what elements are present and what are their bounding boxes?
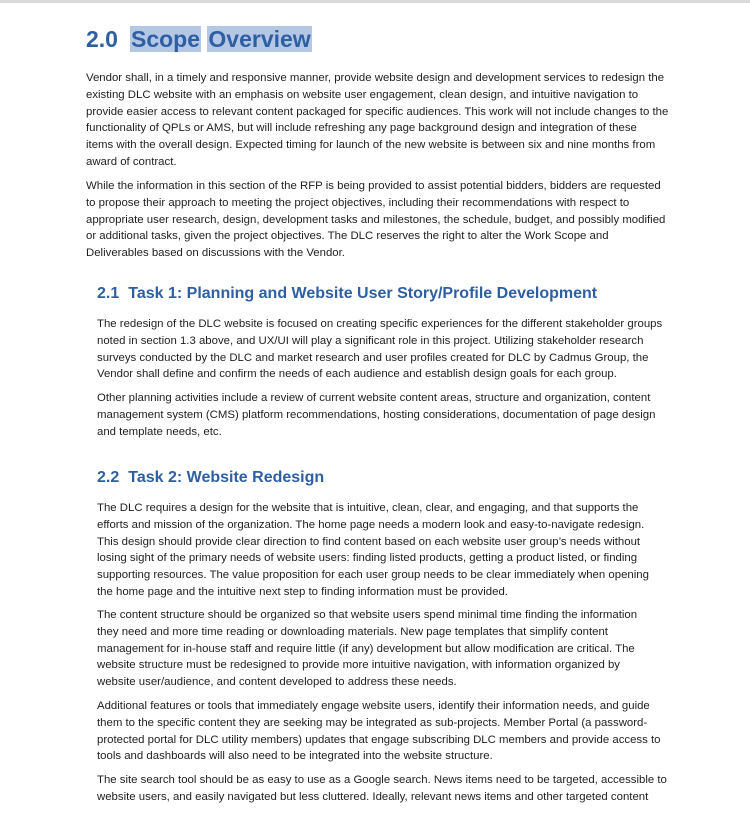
task1-title: Task 1: Planning and Website User Story/Profile Development	[128, 285, 598, 302]
text-line: website users, and easily navigated but less cluttered. Ideally, relevant news items and other targeted content	[97, 790, 649, 803]
task2-heading	[97, 467, 324, 489]
text-line: surveys conducted by the DLC and market research and user profiles created for DLC by Cadmus Group, the	[97, 351, 649, 364]
section-heading	[86, 24, 312, 54]
section-number: 2.0	[86, 26, 118, 52]
text-line: they need and more time reading or downloading materials. New page templates that simplify content	[97, 625, 608, 638]
text-line: appropriate user research, design, development tasks and milestones, the schedule, budget, and possibly modified	[86, 213, 666, 226]
text-line: and template needs, etc.	[97, 425, 222, 438]
text-line: management system (CMS) platform recommendations, hosting considerations, documentation of page design	[97, 408, 656, 421]
paragraph-task1-2	[97, 390, 667, 440]
paragraph-task2-4	[97, 772, 667, 806]
text-line: or additional tasks, given the project objectives. The DLC reserves the right to alter the Work Scope and	[86, 230, 609, 243]
paragraph-task2-2	[97, 607, 667, 691]
text-line: award of contract.	[86, 155, 177, 168]
paragraph-scope-1	[86, 70, 676, 171]
paragraph-task2-1	[97, 500, 667, 601]
text-line: Deliverables based on discussions with the Vendor.	[86, 247, 345, 260]
text-line: noted in section 1.3 above, and UX/UI will play a significant role in this project. Utilizing stakeholder research	[97, 334, 644, 347]
text-line: Vendor shall, in a timely and responsive manner, provide website design and development services to redesign the	[86, 72, 665, 84]
text-line: Additional features or tools that immediately engage website users, identify their information needs, and guide	[97, 700, 650, 712]
text-line: Vendor shall define and confirm the needs of each audience and establish design goals for each group.	[97, 368, 617, 381]
text-line: website user/audience, and content developed to address these needs.	[97, 676, 457, 689]
text-line: website structure must be redesigned to provide more intuitive navigation, with information organized by	[97, 659, 620, 672]
text-line: existing DLC website with an emphasis on website user engagement, clean design, and intuitive navigation to	[86, 88, 639, 101]
text-line: Other planning activities include a review of current website content areas, structure and organization, content	[97, 392, 651, 404]
text-line: tools and dashboards will also need to be integrated into the website structure.	[97, 750, 493, 763]
text-line: This design should provide clear direction to find content based on each website user group’s needs without	[97, 535, 641, 548]
text-line: losing sight of the primary needs of website users: finding listed products, getting a product listed, or finding	[97, 552, 638, 565]
text-line: supporting resources. The value proposition for each user group needs to be clear immediately when opening	[97, 569, 649, 582]
task1-heading	[97, 283, 597, 305]
text-line: provide easier access to relevant content packaged for specific audiences. This work will not include changes to the	[86, 105, 669, 118]
text-line: efforts and mission of the organization. The home page needs a modern look and easy-to-navigate redesign.	[97, 518, 645, 531]
text-line: to propose their approach to meeting the project objectives, including their recommendations with respect to	[86, 196, 630, 209]
text-line: items with the overall design. Expected timing for launch of the new website is between six and nine months from	[86, 139, 656, 152]
paragraph-task2-3	[97, 698, 667, 765]
text-line: The content structure should be organized so that website users spend minimal time finding the information	[97, 609, 638, 621]
text-line: protected portal for DLC utility members) updates that engage subscribing DLC members and provide access to	[97, 733, 661, 746]
task2-number: 2.2	[97, 469, 120, 486]
text-line: management for in-house staff and require little (if any) development but allow modification are critical. The	[97, 642, 635, 655]
paragraph-scope-2	[86, 178, 676, 262]
task1-number: 2.1	[97, 285, 120, 302]
text-line: While the information in this section of the RFP is being provided to assist potential bidders, bidders are requested	[86, 180, 661, 192]
text-line: functionality of QPLs or AMS, but will include refreshing any page background design and integration of these	[86, 122, 637, 135]
section-title-word-2[interactable]: Overview	[208, 26, 311, 52]
task2-title: Task 2: Website Redesign	[128, 469, 325, 486]
text-line: them to the specific content they are seeking may be integrated as sub-projects. Member Portal (a password-	[97, 716, 648, 729]
section-title-word-1[interactable]: Scope	[130, 26, 201, 52]
text-line: The redesign of the DLC website is focused on creating specific experiences for the different stakeholder groups	[97, 318, 663, 330]
text-line: The DLC requires a design for the website that is intuitive, clean, clear, and engaging, and that supports the	[97, 502, 639, 514]
paragraph-task1-1	[97, 316, 667, 383]
text-line: the home page and the intuitive next step to finding information must be provided.	[97, 585, 508, 598]
text-line: The site search tool should be as easy to use as a Google search. News items need to be targeted, accessible to	[97, 774, 667, 786]
